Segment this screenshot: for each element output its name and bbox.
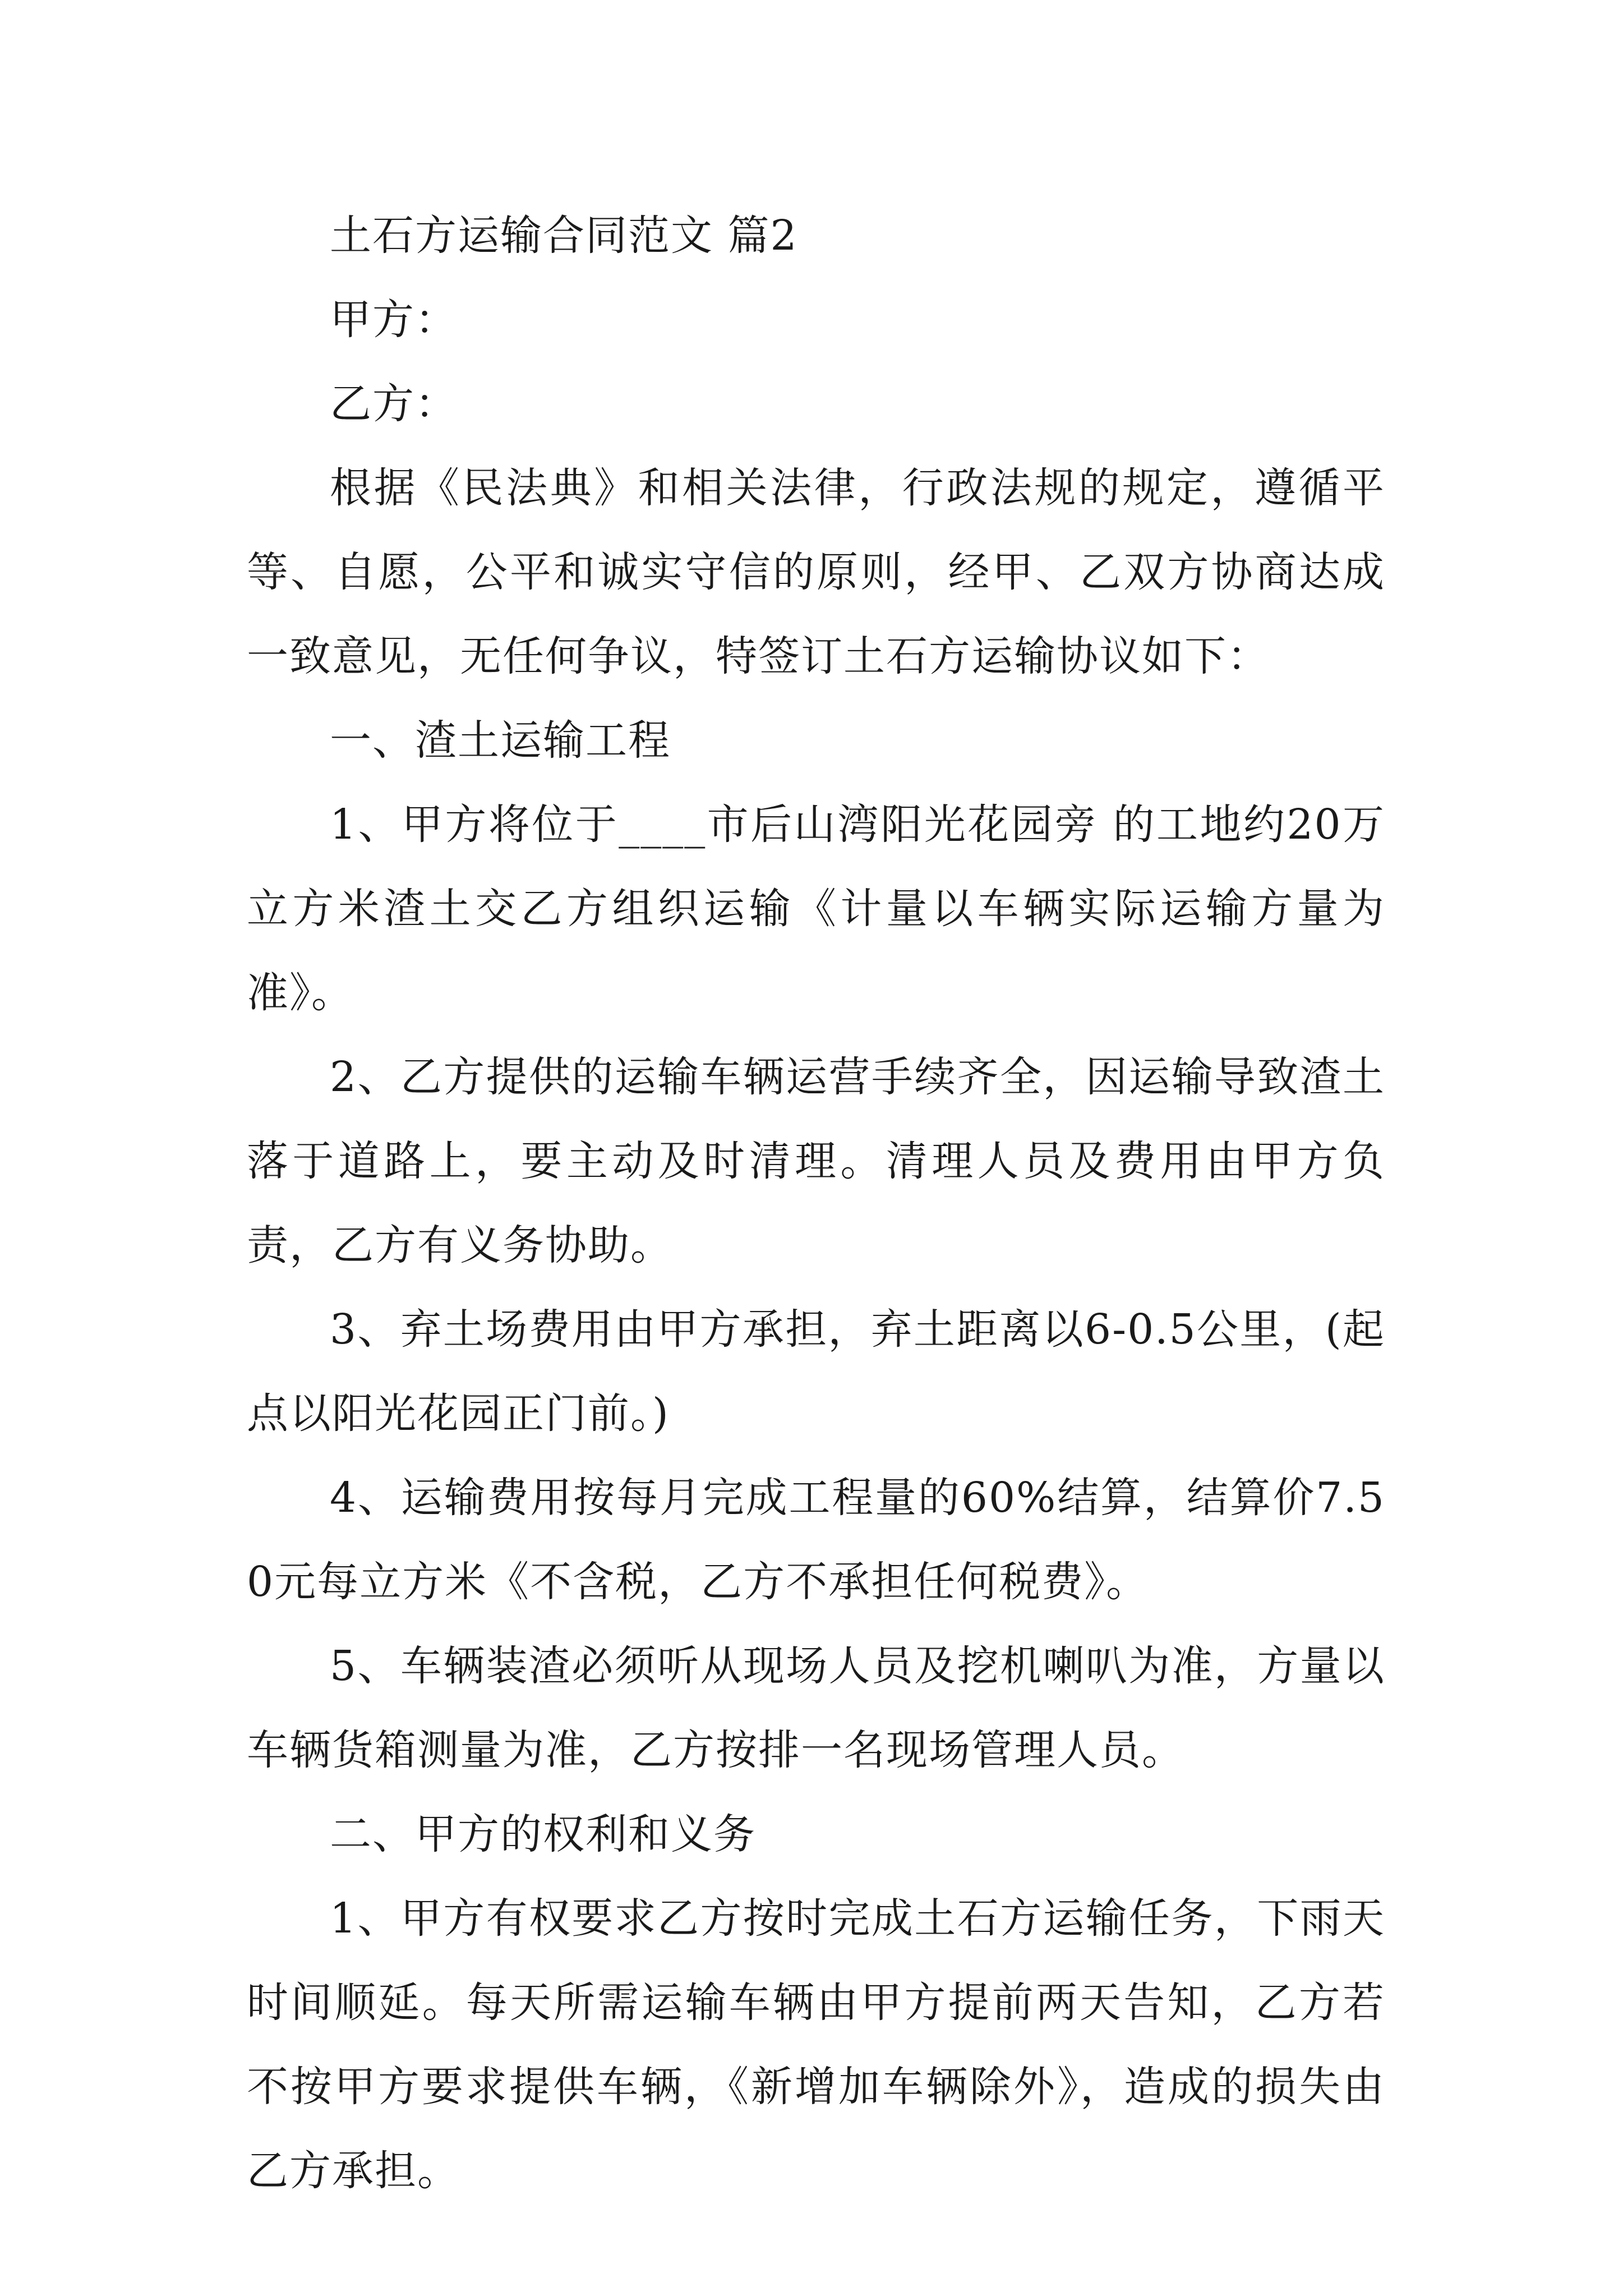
section-heading: 一、渣土运输工程 <box>330 716 671 765</box>
section-item: 1、甲方将位于____市后山湾阳光花园旁 的工地约20万立方米渣土交乙方组织运输《计量以车辆实际运输方量为准》。 <box>247 800 1385 1017</box>
preamble-paragraph: 根据《民法典》和相关法律，行政法规的规定，遵循平等、自愿，公平和诚实守信的原则，经甲、乙双方协商达成一致意见，无任何争议，特签订土石方运输协议如下： <box>247 464 1385 680</box>
section-item: 3、弃土场费用由甲方承担，弃土距离以6-0.5公里，(起点以阳光花园正门前。) <box>247 1305 1385 1438</box>
section-item: 2、乙方提供的运输车辆运营手续齐全，因运输导致渣土落于道路上，要主动及时清理。清理人员及费用由甲方负责，乙方有义务协助。 <box>247 1053 1385 1269</box>
section-heading: 二、甲方的权利和义务 <box>330 1810 756 1858</box>
section-item: 1、甲方有权要求乙方按时完成土石方运输任务，下雨天时间顺延。每天所需运输车辆由甲方提前两天告知，乙方若不按甲方要求提供车辆，《新增加车辆除外》，造成的损失由乙方承担。 <box>247 1894 1385 2195</box>
document-body <box>247 194 1385 2213</box>
document-title: 土石方运输合同范文 篇2 <box>330 211 798 260</box>
party-b-label: 乙方： <box>330 380 458 428</box>
section-item: 5、车辆装渣必须听从现场人员及挖机喇叭为准，方量以车辆货箱测量为准，乙方按排一名现场管理人员。 <box>247 1642 1385 1774</box>
section-item: 4、运输费用按每月完成工程量的60%结算，结算价7.50元每立方米《不含税，乙方不承担任何税费》。 <box>247 1474 1385 1606</box>
party-a-label: 甲方： <box>330 296 458 344</box>
